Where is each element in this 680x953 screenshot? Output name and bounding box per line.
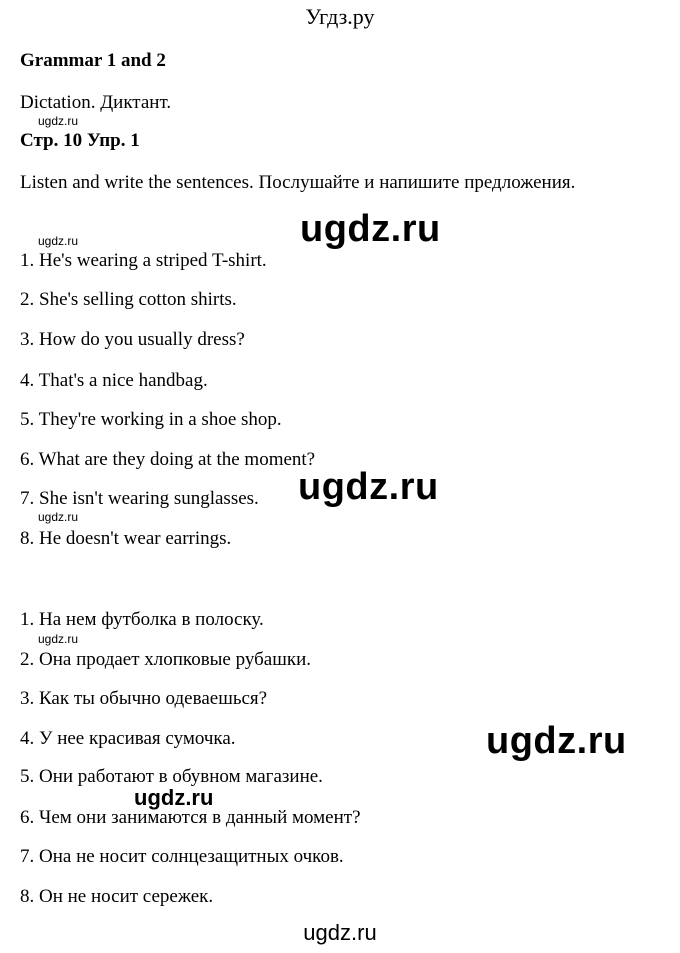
exercise-label: Стр. 10 Упр. 1	[20, 130, 140, 151]
section-title: Grammar 1 and 2	[20, 50, 166, 71]
site-title: Угдз.ру	[305, 4, 375, 29]
english-sentence: 3. How do you usually dress?	[20, 329, 245, 350]
watermark: ugdz.ru	[38, 234, 79, 248]
english-sentence: 4. That's a nice handbag.	[20, 370, 208, 391]
english-sentence: 7. She isn't wearing sunglasses.	[20, 488, 259, 509]
english-sentence: 8. He doesn't wear earrings.	[20, 528, 232, 549]
english-sentence: 2. She's selling cotton shirts.	[20, 289, 237, 310]
russian-sentence: 5. Они работают в обувном магазине.	[20, 766, 323, 787]
watermark: ugdz.ru	[486, 720, 627, 762]
watermark: ugdz.ru	[298, 466, 439, 508]
english-sentence: 5. They're working in a shoe shop.	[20, 409, 282, 430]
russian-sentence: 7. Она не носит солнцезащитных очков.	[20, 846, 344, 867]
russian-sentence: 2. Она продает хлопковые рубашки.	[20, 649, 311, 670]
watermark: ugdz.ru	[38, 632, 79, 646]
english-sentence: 1. He's wearing a striped T-shirt.	[20, 250, 267, 271]
section-subtitle: Dictation. Диктант.	[20, 92, 172, 113]
watermark: ugdz.ru	[38, 510, 79, 524]
footer-watermark: ugdz.ru	[303, 920, 377, 945]
watermark: ugdz.ru	[300, 208, 441, 250]
russian-sentence: 8. Он не носит сережек.	[20, 886, 214, 907]
watermark: ugdz.ru	[134, 785, 214, 810]
russian-sentence: 6. Чем они занимаются в данный момент?	[20, 807, 361, 828]
russian-sentence: 3. Как ты обычно одеваешься?	[20, 688, 268, 709]
instruction-text: Listen and write the sentences. Послушайте и напишите предложения.	[20, 172, 576, 193]
russian-sentence: 4. У нее красивая сумочка.	[20, 728, 236, 749]
english-sentence: 6. What are they doing at the moment?	[20, 449, 316, 470]
russian-sentence: 1. На нем футболка в полоску.	[20, 609, 264, 630]
watermark: ugdz.ru	[38, 114, 79, 128]
